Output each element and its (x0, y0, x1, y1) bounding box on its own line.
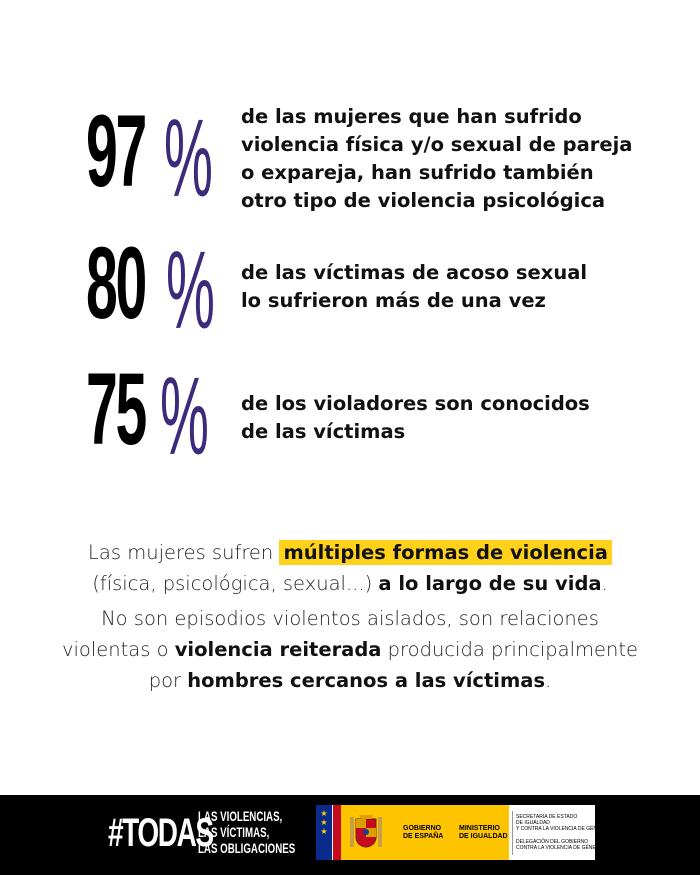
stat-description (241, 390, 590, 446)
summary-line-5: por hombres cercanos a las víctimas. (148, 669, 552, 692)
summary-line-1: Las mujeres sufren múltiples formas de violencia (0, 537, 700, 568)
stat-line: otro tipo de violencia psicológica (241, 189, 606, 212)
summary-line-2: (física, psicológica, sexual...) a lo largo de su vida. (92, 572, 608, 595)
ministry-panel (341, 805, 509, 860)
summary-text (0, 537, 700, 696)
secretaria-label: SECRETARÍA DE ESTADO DE IGUALDAD Y CONTRA LA VIOLENCIA DE GÉNERO (516, 814, 608, 832)
stat-line: lo sufrieron más de una vez (241, 289, 546, 312)
delegacion-label: DELEGACIÓN DEL GOBIERNO CONTRA LA VIOLENCIA DE GÉNERO (516, 839, 604, 851)
ministerio-label: MINISTERIO DE IGUALDAD (459, 825, 508, 840)
hashtag: #TODAS (108, 811, 213, 855)
summary-line-4: violentas o violencia reiterada producida principalmente (61, 638, 639, 661)
percent-sign: % (164, 97, 213, 220)
percent-sign: % (160, 355, 209, 478)
stat-line: de los violadores son conocidos (241, 392, 590, 415)
secretaria-panel (512, 809, 608, 857)
tagline: LAS VIOLENCIAS, LAS VÍCTIMAS, LAS OBLIGACIONES (198, 809, 296, 856)
stat-number: 97 (86, 94, 146, 208)
stat-description (241, 103, 632, 215)
summary-line-3: No son episodios violentos aislados, son relaciones (101, 607, 599, 630)
stat-line: o expareja, han sufrido también (241, 161, 594, 184)
gobierno-label: GOBIERNO DE ESPAÑA (403, 825, 444, 840)
stat-line: de las víctimas (241, 420, 406, 443)
government-logo (316, 805, 608, 860)
coat-of-arms-icon (348, 813, 384, 853)
stat-line: de las víctimas de acoso sexual (241, 261, 588, 284)
highlight: múltiples formas de violencia (279, 540, 611, 565)
stat-number: 75 (86, 352, 146, 466)
stat-line: de las mujeres que han sufrido (241, 105, 582, 128)
stat-description (241, 259, 587, 315)
stat-number: 80 (86, 226, 146, 340)
eu-flag-icon: ★ ★ ★ (316, 805, 332, 860)
stat-line: violencia física y/o sexual de pareja (241, 133, 633, 156)
percent-sign: % (166, 229, 215, 352)
spain-flag-stripe (333, 805, 341, 860)
